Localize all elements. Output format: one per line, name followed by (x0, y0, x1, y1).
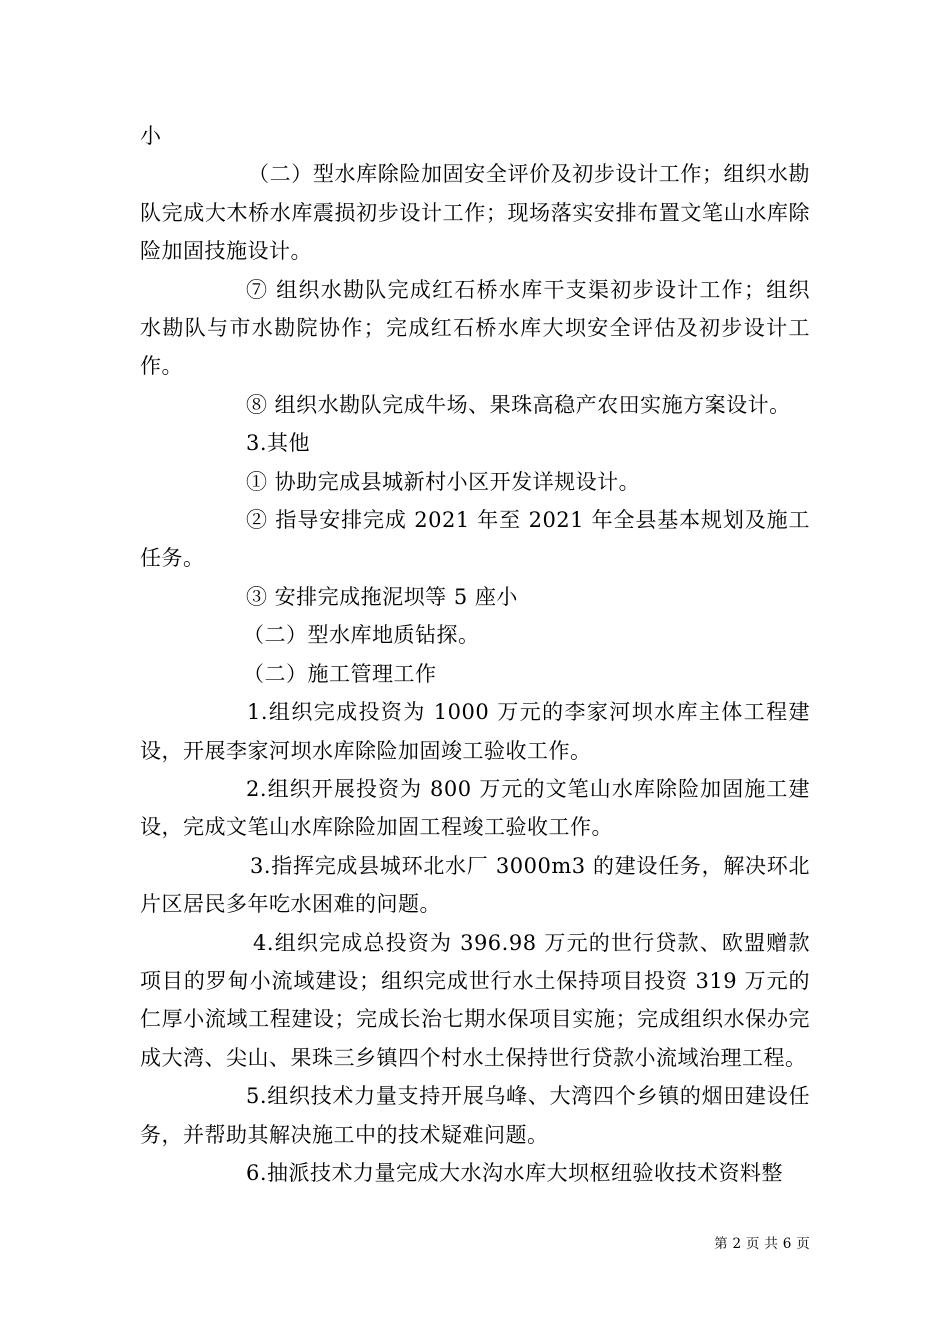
paragraph: （二）施工管理工作 (243, 661, 437, 686)
paragraph: （二）型水库除险加固安全评价及初步设计工作；组织水勘队完成大木桥水库震损初步设计工作；现场落实安排布置文笔山水库除险加固技施设计。 (140, 162, 810, 264)
document-body (140, 117, 810, 1192)
paragraph: ⑧ 组织水勘队完成牛场、果珠高稳产农田实施方案设计。 (246, 392, 791, 417)
paragraph: 3.其他 (246, 431, 311, 456)
paragraph: 2.组织开展投资为 800 万元的文笔山水库除险加固施工建设，完成文笔山水库除险加固工程竣工验收工作。 (140, 776, 810, 840)
paragraph: 1.组织完成投资为 1000 万元的李家河坝水库主体工程建设，开展李家河坝水库除险加固竣工验收工作。 (140, 700, 810, 763)
paragraph: 4.组织完成总投资为 396.98 万元的世行贷款、欧盟赠款项目的罗甸小流域建设；组织完成世行水土保持项目投资 319 万元的仁厚小流域工程建设；完成长治七期水保项目实施；完成组织水保办完成大湾、尖山、果珠三乡镇四个村水土保持世行贷款小流域治理工程。 (140, 930, 810, 1070)
paragraph: 3.指挥完成县城环北水厂 3000m3 的建设任务，解决环北片区居民多年吃水困难的问题。 (140, 853, 810, 917)
paragraph: ② 指导安排完成 2021 年至 2021 年全县基本规划及施工任务。 (140, 508, 810, 571)
paragraph: 5.组织技术力量支持开展乌峰、大湾四个乡镇的烟田建设任务，并帮助其解决施工中的技术疑难问题。 (140, 1084, 810, 1147)
paragraph: 小 (140, 124, 162, 148)
paragraph: ① 协助完成县城新村小区开发详规设计。 (246, 469, 641, 494)
paragraph: ⑦ 组织水勘队完成红石桥水库干支渠初步设计工作；组织水勘队与市水勘院协作；完成红石桥水库大坝安全评估及初步设计工作。 (140, 277, 810, 379)
paragraph: ③ 安排完成拖泥坝等 5 座小 (246, 584, 518, 609)
paragraph: 6.抽派技术力量完成大水沟水库大坝枢纽验收技术资料整 (246, 1160, 784, 1185)
page-number-footer: 第 2 页 共 6 页 (714, 1236, 810, 1252)
paragraph: （二）型水库地质钻探。 (243, 623, 480, 648)
